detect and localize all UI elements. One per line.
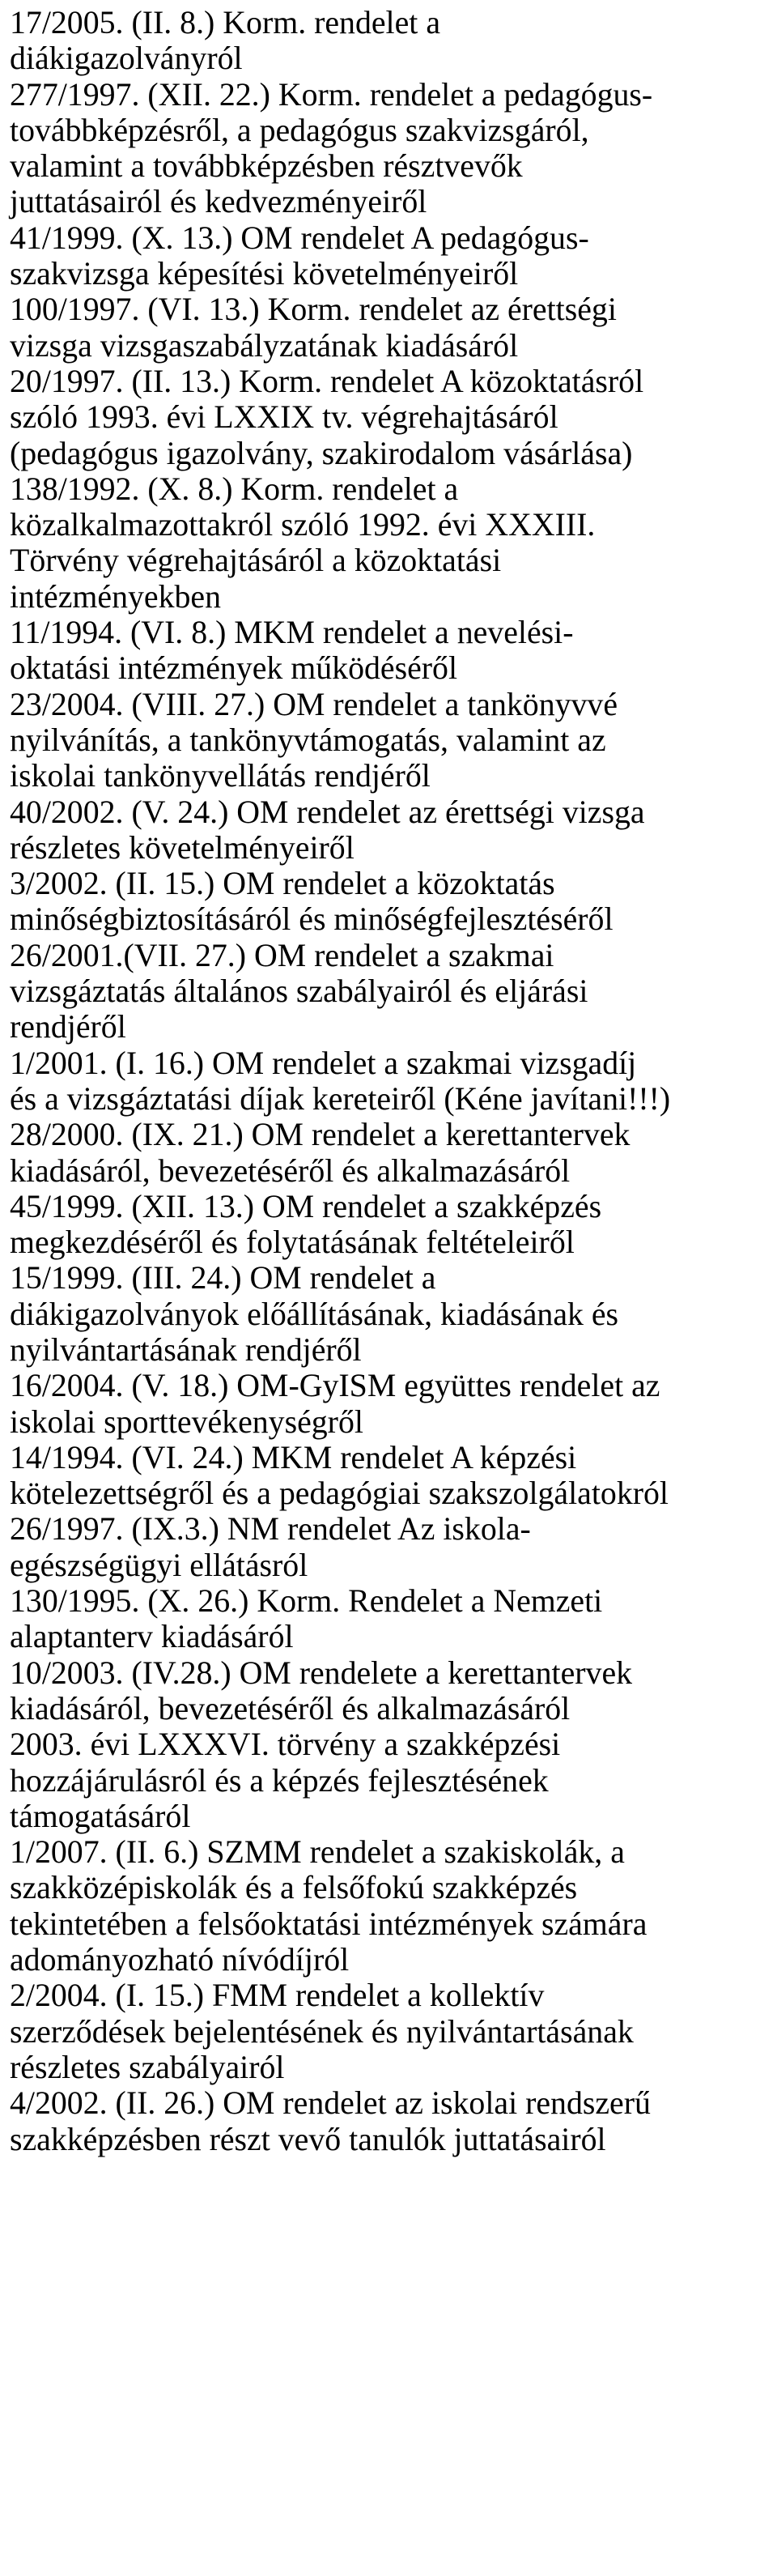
regulation-title-line: 100/1997. (VI. 13.) Korm. rendelet az érettségi — [10, 291, 617, 328]
regulation-entry — [10, 1727, 771, 1834]
regulation-text-line: rendjéről — [10, 1008, 126, 1045]
regulation-entry — [10, 1117, 771, 1189]
regulation-title-line: 41/1999. (X. 13.) OM rendelet A pedagógus- — [10, 219, 589, 256]
regulation-text-line: adományozható nívódíjról — [10, 1941, 350, 1978]
regulation-text-line: támogatásáról — [10, 1797, 191, 1834]
regulation-text-line: juttatásairól és kedvezményeiről — [10, 183, 427, 220]
regulation-title-line: 1/2007. (II. 6.) SZMM rendelet a szakiskolák, a — [10, 1833, 625, 1871]
regulation-title-line: 45/1999. (XII. 13.) OM rendelet a szakképzés — [10, 1187, 602, 1224]
regulation-entry — [10, 794, 771, 866]
regulation-text-line: Törvény végrehajtásáról a közoktatási — [10, 542, 502, 579]
regulation-list — [10, 5, 771, 2157]
regulation-title-line: 1/2001. (I. 16.) OM rendelet a szakmai vizsgadíj — [10, 1044, 637, 1081]
regulation-title-line: 277/1997. (XII. 22.) Korm. rendelet a pedagógus- — [10, 75, 653, 113]
regulation-text-line: nyilvántartásának rendjéről — [10, 1331, 362, 1368]
regulation-title-line: 23/2004. (VIII. 27.) OM rendelet a tankönyvvé — [10, 685, 618, 722]
regulation-entry — [10, 471, 771, 615]
regulation-text-line: minőségbiztosításáról és minőségfejlesztéséről — [10, 901, 614, 938]
regulation-text-line: és a vizsgáztatási díjak kereteiről (Kéne javítani!!!) — [10, 1079, 671, 1117]
regulation-entry — [10, 1260, 771, 1368]
regulation-text-line: diákigazolványok előállításának, kiadásának és — [10, 1295, 619, 1332]
regulation-text-line: nyilvánítás, a tankönyvtámogatás, valamint az — [10, 721, 606, 758]
regulation-title-line: 14/1994. (VI. 24.) MKM rendelet A képzési — [10, 1438, 577, 1475]
regulation-entry — [10, 1440, 771, 1512]
regulation-text-line: iskolai tankönyvellátás rendjéről — [10, 757, 431, 794]
regulation-text-line: részletes szabályairól — [10, 2048, 285, 2085]
regulation-title-line: 4/2002. (II. 26.) OM rendelet az iskolai rendszerű — [10, 2084, 651, 2122]
regulation-text-line: alaptanterv kiadásáról — [10, 1618, 294, 1655]
regulation-text-line: kiadásáról, bevezetéséről és alkalmazásáról — [10, 1152, 571, 1189]
regulation-text-line: hozzájárulásról és a képzés fejlesztésének — [10, 1761, 549, 1799]
regulation-title-line: 138/1992. (X. 8.) Korm. rendelet a — [10, 470, 459, 507]
regulation-text-line: (pedagógus igazolvány, szakirodalom vásárlása) — [10, 434, 633, 471]
regulation-text-line: egészségügyi ellátásról — [10, 1546, 308, 1583]
regulation-entry — [10, 2085, 771, 2157]
regulation-title-line: 16/2004. (V. 18.) OM-GyISM együttes rendelet az — [10, 1367, 660, 1404]
regulation-entry — [10, 1583, 771, 1655]
regulation-text-line: kiadásáról, bevezetéséről és alkalmazásáról — [10, 1689, 571, 1727]
regulation-text-line: vizsgáztatás általános szabályairól és eljárási — [10, 973, 588, 1010]
regulation-entry — [10, 938, 771, 1045]
regulation-text-line: továbbképzésről, a pedagógus szakvizsgáról, — [10, 111, 589, 148]
regulation-title-line: 10/2003. (IV.28.) OM rendelete a kerettantervek — [10, 1654, 633, 1691]
regulation-title-line: 2003. évi LXXXVI. törvény a szakképzési — [10, 1726, 561, 1763]
regulation-entry — [10, 1189, 771, 1261]
regulation-title-line: 20/1997. (II. 13.) Korm. rendelet A közoktatásról — [10, 362, 644, 399]
regulation-text-line: diákigazolványról — [10, 40, 243, 77]
regulation-title-line: 15/1999. (III. 24.) OM rendelet a — [10, 1259, 436, 1297]
regulation-text-line: szakközépiskolák és a felsőfokú szakképzés — [10, 1869, 578, 1906]
regulation-entry — [10, 5, 771, 77]
regulation-entry — [10, 292, 771, 364]
regulation-entry — [10, 615, 771, 687]
regulation-text-line: vizsga vizsgaszabályzatának kiadásáról — [10, 326, 519, 364]
regulation-text-line: szakvizsga képesítési követelményeiről — [10, 255, 519, 292]
regulation-text-line: közalkalmazottakról szóló 1992. évi XXXIII. — [10, 506, 596, 543]
regulation-title-line: 17/2005. (II. 8.) Korm. rendelet a — [10, 4, 441, 40]
regulation-text-line: intézményekben — [10, 577, 221, 615]
regulation-text-line: megkezdéséről és folytatásának feltételeiről — [10, 1224, 575, 1261]
regulation-entry — [10, 1511, 771, 1583]
regulation-title-line: 130/1995. (X. 26.) Korm. Rendelet a Nemzeti — [10, 1582, 603, 1620]
regulation-text-line: szakképzésben részt vevő tanulók juttatásairól — [10, 2120, 606, 2157]
regulation-entry — [10, 1834, 771, 1978]
regulation-text-line: szerződések bejelentésének és nyilvántartásának — [10, 2012, 634, 2050]
regulation-entry — [10, 364, 771, 471]
regulation-title-line: 40/2002. (V. 24.) OM rendelet az érettségi vizsga — [10, 793, 645, 830]
regulation-text-line: részletes követelményeiről — [10, 828, 355, 866]
regulation-text-line: oktatási intézmények működéséről — [10, 649, 458, 687]
regulation-entry — [10, 220, 771, 292]
regulation-title-line: 3/2002. (II. 15.) OM rendelet a közoktatás — [10, 865, 555, 902]
regulation-title-line: 26/2001.(VII. 27.) OM rendelet a szakmai — [10, 936, 554, 973]
regulation-text-line: valamint a továbbképzésben résztvevők — [10, 147, 523, 185]
regulation-title-line: 2/2004. (I. 15.) FMM rendelet a kollektív — [10, 1977, 545, 2014]
regulation-title-line: 26/1997. (IX.3.) NM rendelet Az iskola- — [10, 1510, 531, 1548]
regulation-text-line: tekintetében a felsőoktatási intézmények számára — [10, 1905, 648, 1942]
regulation-title-line: 11/1994. (VI. 8.) MKM rendelet a nevelési- — [10, 614, 574, 651]
regulation-text-line: szóló 1993. évi LXXIX tv. végrehajtásáról — [10, 398, 558, 436]
regulation-entry — [10, 1978, 771, 2085]
regulation-entry — [10, 687, 771, 794]
regulation-entry — [10, 866, 771, 938]
regulation-text-line: kötelezettségről és a pedagógiai szakszolgálatokról — [10, 1475, 669, 1512]
regulation-entry — [10, 77, 771, 220]
regulation-text-line: iskolai sporttevékenységről — [10, 1403, 363, 1440]
regulation-entry — [10, 1368, 771, 1440]
regulation-title-line: 28/2000. (IX. 21.) OM rendelet a kerettantervek — [10, 1116, 631, 1153]
regulation-entry — [10, 1045, 771, 1118]
regulation-entry — [10, 1655, 771, 1727]
